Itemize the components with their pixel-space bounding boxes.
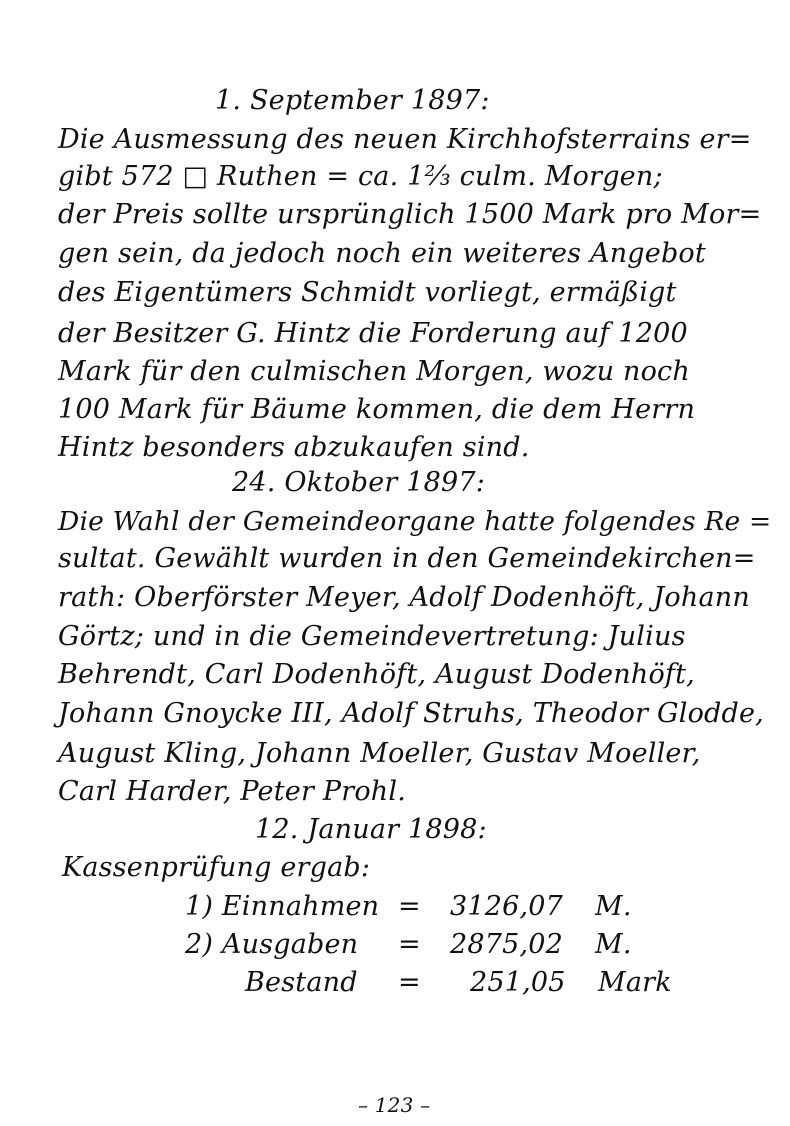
ledger-unit: Mark <box>598 967 672 998</box>
entry-line: gen sein, da jedoch noch ein weiteres Angebot <box>58 238 706 269</box>
entry-line: Mark für den culmischen Morgen, wozu noch <box>58 356 690 387</box>
entry-line: 100 Mark für Bäume kommen, die dem Herrn <box>58 394 696 425</box>
entry-line: Hintz besonders abzukaufen sind. <box>58 432 530 463</box>
entry-line: rath: Oberförster Meyer, Adolf Dodenhöft, Johann <box>58 582 750 613</box>
entry-line: Carl Harder, Peter Prohl. <box>58 776 406 807</box>
entry-line: Görtz; und in die Gemeindevertretung: Julius <box>58 621 686 652</box>
ledger-label: 2) Ausgaben <box>185 929 359 960</box>
entry-line: Die Ausmessung des neuen Kirchhofsterrains er= <box>58 124 752 155</box>
entry-line: des Eigentümers Schmidt vorliegt, ermäßigt <box>58 277 677 308</box>
ledger-sign: = <box>398 891 421 922</box>
ledger-sign: = <box>398 929 421 960</box>
ledger-amount: 2875,02 <box>450 929 564 960</box>
entry-line: Johann Gnoycke III, Adolf Struhs, Theodor Glodde, <box>58 698 764 729</box>
ledger-label: Bestand <box>245 967 358 998</box>
entry-line: August Kling, Johann Moeller, Gustav Moeller, <box>58 738 701 769</box>
ledger-label: 1) Einnahmen <box>185 891 380 922</box>
entry-line: Kassenprüfung ergab: <box>62 852 371 883</box>
page-number: – 123 – <box>358 1093 431 1117</box>
entry-line: Die Wahl der Gemeindeorgane hatte folgendes Re = <box>58 506 772 537</box>
entry-date: 12. Januar 1898: <box>255 814 487 845</box>
entry-line: der Preis sollte ursprünglich 1500 Mark pro Mor= <box>58 199 762 230</box>
entry-line: der Besitzer G. Hintz die Forderung auf 1200 <box>58 318 688 349</box>
entry-line: Behrendt, Carl Dodenhöft, August Dodenhöft, <box>58 659 695 690</box>
ledger-unit: M. <box>595 929 632 960</box>
entry-line: gibt 572 □ Ruthen = ca. 1⅔ culm. Morgen; <box>58 161 663 192</box>
ledger-amount: 251,05 <box>470 967 566 998</box>
ledger-unit: M. <box>595 891 632 922</box>
ledger-sign: = <box>398 967 421 998</box>
entry-date: 1. September 1897: <box>215 85 490 116</box>
ledger-amount: 3126,07 <box>450 891 564 922</box>
entry-line: sultat. Gewählt wurden in den Gemeindekirchen= <box>58 543 756 574</box>
entry-date: 24. Oktober 1897: <box>232 467 486 498</box>
